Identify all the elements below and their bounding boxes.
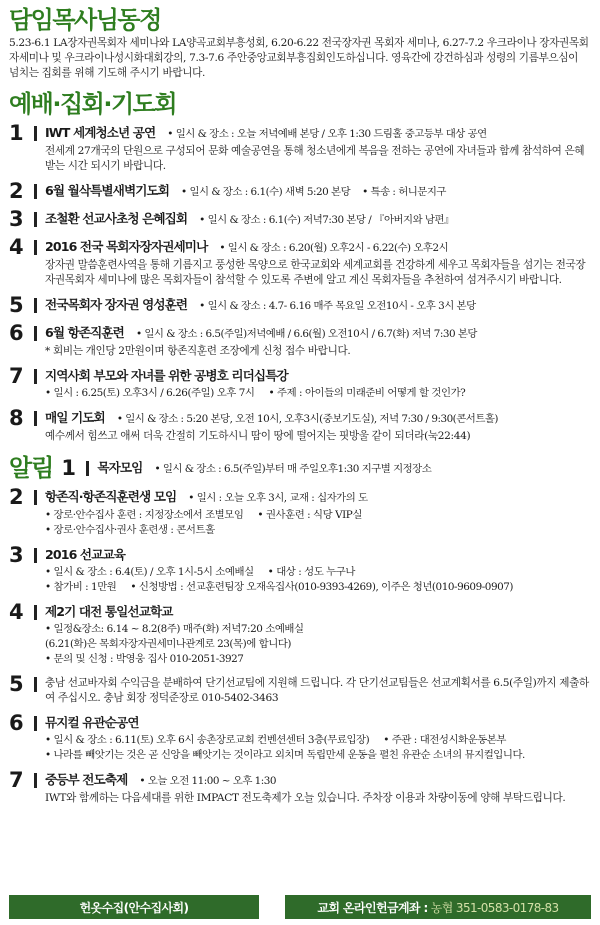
bullet-row xyxy=(45,386,590,401)
item-header xyxy=(45,406,590,431)
item-divider-bar xyxy=(34,490,37,505)
item-bullets xyxy=(45,565,590,595)
item-body xyxy=(45,768,590,808)
item-row xyxy=(61,456,590,481)
bullet-text: • 권사훈련 : 식당 VIP실 xyxy=(257,509,362,521)
bullet-text: • 장로·안수집사 훈련 : 지정장소에서 조별모임 xyxy=(45,509,244,521)
item-row xyxy=(9,207,590,232)
item-info: • 일시 & 장소 : 6.5(주일)부터 매 주일오후1:30 지구별 지정장소 xyxy=(154,462,432,475)
item-divider-bar xyxy=(34,605,37,620)
item-header xyxy=(45,485,590,510)
item-title: 2016 선교교육 xyxy=(45,547,125,562)
bullet-text: • 일시 : 6.25(토) 오후3시 / 6.26(주일) 오후 7시 xyxy=(45,387,255,399)
bullet-row xyxy=(45,523,590,538)
item-divider-bar xyxy=(34,326,37,341)
bullet-text: • 일정&장소: 6.14 ~ 8.2(8주) 매주(화) 저녁7:20 소예배실 xyxy=(45,623,304,635)
item-title: 6월 월삭특별새벽기도회 xyxy=(45,183,170,198)
item-body xyxy=(45,179,590,204)
item-body xyxy=(45,406,590,446)
item-header xyxy=(45,207,590,232)
bullet-row xyxy=(45,748,590,763)
item-divider-bar xyxy=(34,411,37,426)
bullet-text: • 대상 : 성도 누구나 xyxy=(267,566,355,578)
item-row xyxy=(9,121,590,176)
notice-list xyxy=(9,485,590,808)
item-row xyxy=(9,485,590,540)
item-row xyxy=(9,321,590,361)
item-description: 예수께서 힘쓰고 애써 더욱 간절히 기도하시니 땀이 땅에 떨어지는 핏방울 같이 되더라(눅22:44) xyxy=(45,430,471,442)
item-title: 매일 기도회 xyxy=(45,410,105,425)
bullet-text: • 주제 : 아이들의 미래준비 어떻게 할 것인가? xyxy=(268,387,466,399)
bullet-row xyxy=(45,622,590,637)
item-number: 4 xyxy=(9,600,23,624)
footer-offering-account xyxy=(285,895,591,919)
notice-section-title: 알림 xyxy=(9,454,54,482)
item-number: 7 xyxy=(9,364,23,388)
item-header xyxy=(45,543,590,567)
item-number: 3 xyxy=(9,207,23,231)
item-number: 5 xyxy=(9,293,23,317)
item-divider-bar xyxy=(34,184,37,199)
item-body xyxy=(45,235,590,290)
bullet-row xyxy=(45,652,590,667)
bullet-row xyxy=(45,565,590,580)
pastor-section-title: 담임목사님동정 xyxy=(9,6,161,34)
item-divider-bar xyxy=(34,212,37,227)
bullet-text: • 나라를 빼앗기는 것은 곧 신앙을 빼앗기는 것이라고 외치며 독립만세 운동을 펼친 유관순 소녀의 뮤지컬입니다. xyxy=(45,749,525,761)
item-description: 충남 선교바자회 수익금을 분배하여 단기선교팀에 지원해 드립니다. 각 단기선교팀들은 선교계획서를 6.5(주일)까지 제출하여 주십시오. 충남 회장 정덕준장로 010-5402-3463 xyxy=(45,677,589,704)
item-header xyxy=(45,364,590,388)
item-header xyxy=(45,293,590,318)
item-title: 조철환 선교사초청 은혜집회 xyxy=(45,211,188,226)
item-info: • 일시 & 장소 : 오늘 저녁예배 본당 / 오후 1:30 드림홀 중고등부 대상 공연 xyxy=(167,128,487,140)
item-description: 전세계 27개국의 단원으로 구성되어 문화 예술공연을 통해 청소년에게 복음을 전하는 공연에 자녀들과 함께 참석하여 은혜받는 시간 되시기 바랍니다. xyxy=(45,145,585,172)
bullet-text: • 장로·안수집사·권사 훈련생 : 콘서트홀 xyxy=(45,524,215,536)
item-number: 2 xyxy=(9,179,23,203)
item-divider-bar xyxy=(34,677,37,692)
bullet-row xyxy=(45,733,590,748)
item-divider-bar xyxy=(86,461,89,476)
item-body xyxy=(45,207,590,232)
item-header xyxy=(45,121,590,146)
footer xyxy=(9,895,591,919)
footer-left-label: 헌옷수집(안수집사회) xyxy=(79,900,189,915)
item-bullets xyxy=(45,508,590,538)
item-number: 6 xyxy=(9,321,23,345)
item-row xyxy=(9,672,590,708)
item-row xyxy=(9,543,590,597)
footer-clothes-collection xyxy=(9,895,259,919)
item-body xyxy=(45,711,590,765)
bullet-text: • 일시 & 장소 : 6.11(토) 오후 6시 송촌장로교회 컨벤션센터 3층(무료입장) xyxy=(45,734,370,746)
item-description: * 회비는 개인당 2만원이며 항존직훈련 조장에게 신청 접수 바랍니다. xyxy=(45,345,351,357)
item-row xyxy=(9,600,590,669)
item-row xyxy=(9,179,590,204)
item-row xyxy=(9,406,590,446)
item-description: 장자권 말씀훈련사역을 통해 기름지고 풍성한 목양으로 한국교회와 세계교회를 건강하게 세우고 목회자들을 섬기는 전국장자권목회자 세미나에 많은 목회자들이 참석할 수 있도록 주변에 알고 계신 목회자들을 추천하여 섬겨주시기 바랍니다. xyxy=(45,259,586,286)
item-header xyxy=(97,456,590,481)
item-bullets xyxy=(45,733,590,763)
notice-header xyxy=(9,454,590,482)
item-row xyxy=(9,235,590,290)
item-divider-bar xyxy=(34,240,37,255)
item-header xyxy=(45,235,590,260)
item-title: 6월 항존직훈련 xyxy=(45,325,124,340)
item-number: 1 xyxy=(9,121,23,145)
item-body xyxy=(45,293,590,318)
item-number: 6 xyxy=(9,711,23,735)
item-body xyxy=(45,321,590,361)
item-info: • 일시 & 장소 : 6.1(수) 저녁7:30 본당 / 『아버지와 남편』 xyxy=(199,214,454,226)
item-info: • 오늘 오전 11:00 ~ 오후 1:30 xyxy=(139,775,276,787)
item-header xyxy=(45,179,590,204)
item-title: 지역사회 부모와 자녀를 위한 공병호 리더십특강 xyxy=(45,368,288,383)
footer-account-label: 교회 온라인헌금계좌 : xyxy=(317,900,428,915)
item-title: 항존직·항존직훈련생 모임 xyxy=(45,489,177,504)
footer-account-number: 농협 351-0583-0178-83 xyxy=(430,900,559,915)
item-title: 제2기 대전 통일선교학교 xyxy=(45,604,173,619)
worship-section-title: 예배·집회·기도회 xyxy=(9,90,177,118)
item-title: 전국목회자 장자권 영성훈련 xyxy=(45,297,188,312)
item-title: 목자모임 xyxy=(97,459,143,475)
item-header xyxy=(45,321,590,346)
bullet-text: • 참가비 : 1만원 xyxy=(45,581,117,593)
worship-list xyxy=(9,121,590,446)
bullet-text: • 신청방법 : 선교훈련팀장 오재옥집사(010-9393-4269), 이주은 청년(010-9609-0907) xyxy=(130,581,514,593)
item-number: 4 xyxy=(9,235,23,259)
item-info: • 일시 & 장소 : 6.5(주일)저녁예배 / 6.6(월) 오전10시 / 6.7(화) 저녁 7:30 본당 xyxy=(135,328,477,340)
bullet-row xyxy=(45,637,590,652)
item-row xyxy=(9,711,590,765)
item-header xyxy=(45,711,590,735)
item-number: 5 xyxy=(9,672,23,696)
item-header xyxy=(45,600,590,624)
item-info-extra: • 특송 : 허니문지구 xyxy=(362,186,446,198)
bullet-text: • 문의 및 신청 : 박영웅 집사 010-2051-3927 xyxy=(45,653,244,665)
item-bullets xyxy=(45,386,590,401)
item-number: 8 xyxy=(9,406,23,430)
item-title: IWT 세계청소년 공연 xyxy=(45,125,156,140)
item-info: • 일시 : 오늘 오후 3시, 교재 : 십자가의 도 xyxy=(188,492,368,504)
item-title: 뮤지컬 유관순공연 xyxy=(45,715,139,730)
notice-first-item xyxy=(61,456,590,481)
item-row xyxy=(9,768,590,808)
item-description: IWT와 함께하는 다음세대를 위한 IMPACT 전도축제가 오늘 있습니다. 주차장 이용과 차량이동에 양해 부탁드립니다. xyxy=(45,792,566,804)
item-info: • 일시 & 장소 : 6.20(월) 오후2시 - 6.22(수) 오후2시 xyxy=(219,242,449,254)
item-number: 1 xyxy=(61,455,75,480)
item-divider-bar xyxy=(34,773,37,788)
item-info: • 일시 & 장소 : 5:20 본당, 오전 10시, 오후3시(중보기도실), 저녁 7:30 / 9:30(콘서트홀) xyxy=(116,413,498,425)
item-title: 중등부 전도축제 xyxy=(45,772,128,787)
bullet-row xyxy=(45,580,590,595)
item-body xyxy=(45,485,590,540)
item-number: 3 xyxy=(9,543,23,567)
pastor-schedule-text: 5.23-6.1 LA장자권목회자 세미나와 LA양곡교회부흥성회, 6.20-6.22 전국장자권 목회자 세미나, 6.27-7.2 우크라이나 장자권목회자세미나 및 우크라이나성시화대회강의, 7.3-7.6 주안중앙교회부흥집회인도하십니다. 영육간에 강건하심과 성령의 기름부으심이 넘치는 집회를 위해 기도해 주시기 바랍니다. xyxy=(9,37,589,79)
bullet-text: • 일시 & 장소 : 6.4(토) / 오후 1시-5시 소예배실 xyxy=(45,566,254,578)
item-row xyxy=(9,364,590,403)
item-divider-bar xyxy=(34,716,37,731)
bullet-text: • 주관 : 대전성시화운동본부 xyxy=(383,734,506,746)
item-divider-bar xyxy=(34,369,37,384)
item-divider-bar xyxy=(34,298,37,313)
bullet-row xyxy=(45,508,590,523)
item-bullets xyxy=(45,622,590,667)
item-number: 7 xyxy=(9,768,23,792)
item-body xyxy=(45,600,590,669)
item-divider-bar xyxy=(34,548,37,563)
item-body xyxy=(97,456,590,481)
item-title: 2016 전국 목회자장자권세미나 xyxy=(45,239,208,254)
item-body xyxy=(45,121,590,176)
item-body xyxy=(45,364,590,403)
item-divider-bar xyxy=(34,126,37,141)
item-body xyxy=(45,543,590,597)
item-row xyxy=(9,293,590,318)
item-info: • 일시 & 장소 : 4.7- 6.16 매주 목요일 오전10시 - 오후 3시 본당 xyxy=(199,300,476,312)
item-info: • 일시 & 장소 : 6.1(수) 새벽 5:20 본당 xyxy=(181,186,351,198)
item-header xyxy=(45,768,590,793)
bullet-text: (6.21(화)은 목회자장자권세미나관계로 23(목)에 합니다) xyxy=(45,638,291,650)
item-body xyxy=(45,672,590,708)
item-number: 2 xyxy=(9,485,23,509)
